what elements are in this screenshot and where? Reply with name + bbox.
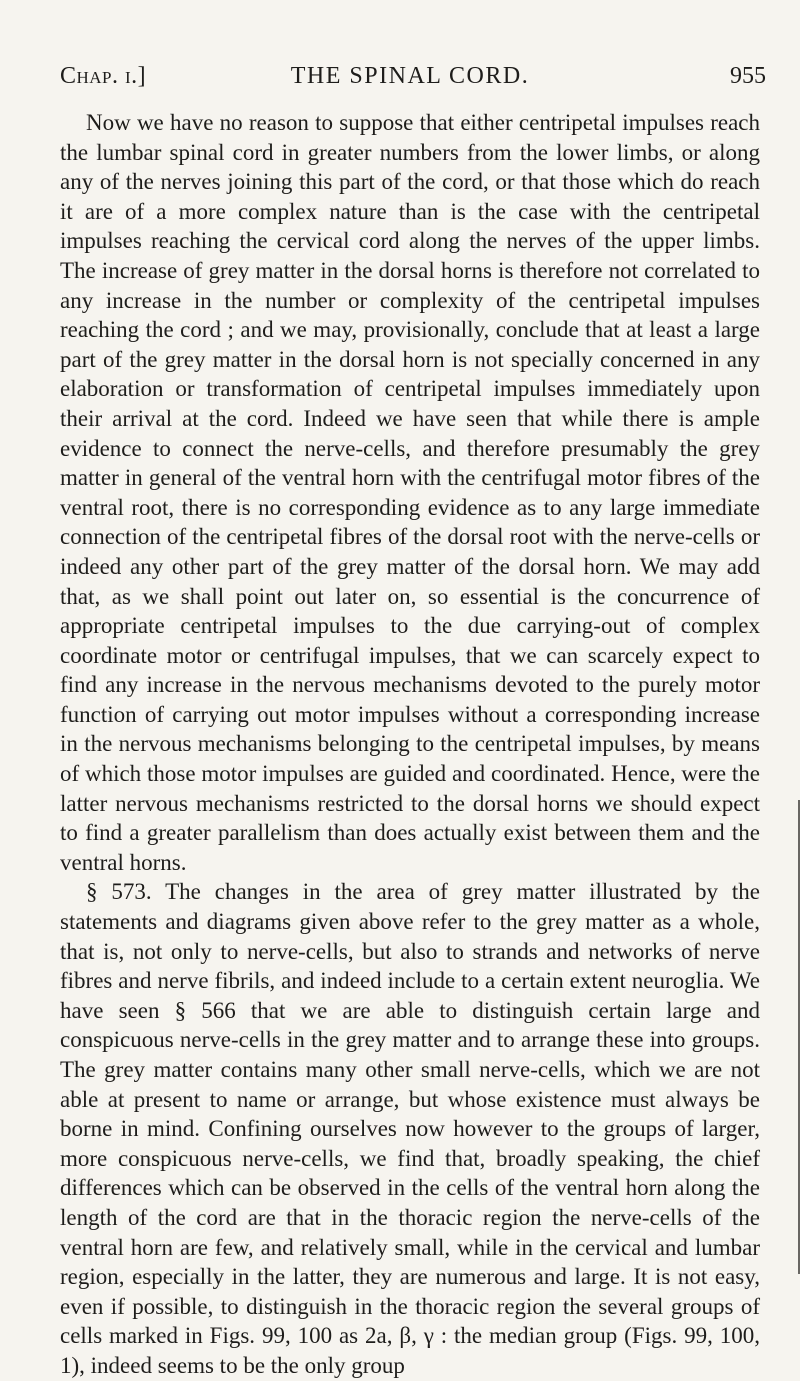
body-text [60, 108, 760, 1381]
paragraph: § 573. The changes in the area of grey matter illustrated by the statements and diagrams given above refer to the grey matter as a whole, that is, not only to nerve-cells, but also to strands and networks of nerve fibres and nerve fibrils, and indeed include to a certain extent neuroglia. We have seen § 566 that we are able to distinguish certain large and conspicuous nerve-cells in the grey matter and to arrange these into groups. The grey matter contains many other small nerve-cells, which we are not able at present to name or arrange, but whose existence must always be borne in mind. Confining ourselves now however to the groups of larger, more conspicuous nerve-cells, we find that, broadly speaking, the chief differences which can be observed in the cells of the ventral horn along the length of the cord are that in the thoracic region the nerve-cells of the ventral horn are few, and relatively small, while in the cervical and lumbar region, especially in the latter, they are numerous and large. It is not easy, even if possible, to distinguish in the thoracic region the several groups of cells marked in Figs. 99, 100 as 2a, β, γ : the median group (Figs. 99, 100, 1), indeed seems to be the only group [60, 879, 760, 1378]
chapter-label: Chap. i.] [60, 63, 147, 89]
book-page [60, 58, 766, 1381]
page-number: 955 [730, 63, 766, 89]
running-title: THE SPINAL CORD. [290, 63, 530, 89]
running-head [60, 58, 766, 94]
paragraph: Now we have no reason to suppose that either centripetal impulses reach the lumbar spinal cord in greater numbers from the lower limbs, or along any of the nerves joining this part of the cord, or that those which do reach it are of a more complex nature than is the case with the centripetal impulses reaching the cervical cord along the nerves of the upper limbs. The increase of grey matter in the dorsal horns is therefore not correlated to any increase in the number or complexity of the centripetal impulses reaching the cord ; and we may, provisionally, conclude that at least a large part of the grey matter in the dorsal horn is not specially concerned in any elaboration or transformation of centripetal impulses immediately upon their arrival at the cord. Indeed we have seen that while there is ample evidence to connect the nerve-cells, and therefore presumably the grey matter in general of the ventral horn with the centrifugal motor fibres of the ventral root, there is no corresponding evidence as to any large immediate connection of the centripetal fibres of the dorsal root with the nerve-cells or indeed any other part of the grey matter of the dorsal horn. We may add that, as we shall point out later on, so essential is the concurrence of appropriate centripetal impulses to the due carrying-out of complex coordinate motor or centrifugal impulses, that we can scarcely expect to find any increase in the nervous mechanisms devoted to the purely motor function of carrying out motor impulses without a corresponding increase in the nervous mechanisms belonging to the centripetal impulses, by means of which those motor impulses are guided and coordinated. Hence, were the latter nervous mechanisms restricted to the dorsal horns we should expect to find a greater parallelism than does actually exist between them and the ventral horns. [60, 110, 760, 875]
